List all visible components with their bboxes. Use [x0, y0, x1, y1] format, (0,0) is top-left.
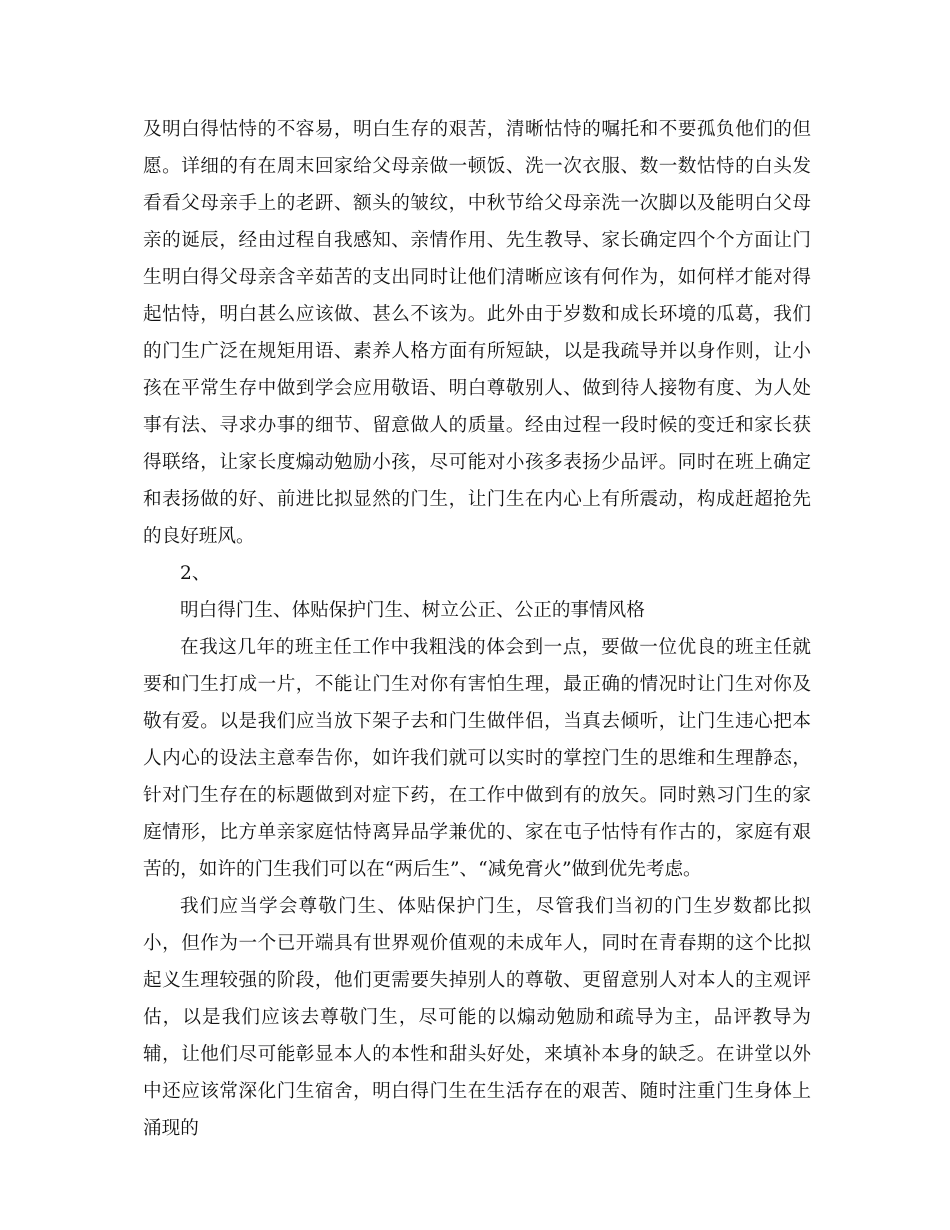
paragraph-family-care: 及明白得怙恃的不容易，明白生存的艰苦，清晰怙恃的嘱托和不要孤负他们的但愿。详细的有在周末回家给父母亲做一顿饭、洗一次衣服、数一数怙恃的白头发看看父母亲手上的老趼、额头的皱纹，中秋节给父母亲洗一次脚以及能明白父母亲的诞辰，经由过程自我感知、亲情作用、先生教导、家长确定四个个方面让门生明白得父母亲含辛茹苦的支出同时让他们清晰应该有何作为，如何样才能对得起怙恃，明白甚么应该做、甚么不该为。此外由于岁数和成长环境的瓜葛，我们的门生广泛在规矩用语、素养人格方面有所短缺，以是我疏导并以身作则，让小孩在平常生存中做到学会应用敬语、明白尊敬别人、做到待人接物有度、为人处事有法、寻求办事的细节、留意做人的质量。经由过程一段时候的变迁和家长获得联络，让家长度煽动勉励小孩，尽可能对小孩多表扬少品评。同时在班上确定和表扬做的好、前进比拟显然的门生，让门生在内心上有所震动，构成赶超抢先的良好班风。 — [143, 119, 811, 547]
paragraph-respect-students: 我们应当学会尊敬门生、体贴保护门生，尽管我们当初的门生岁数都比拟小，但作为一个已开端具有世界观价值观的未成年人，同时在青春期的这个比拟起义生理较强的阶段，他们更需要失掉别人的尊敬、更留意别人对本人的主观评估，以是我们应该去尊敬门生，尽可能的以煽动勉励和疏导为主，品评教导为辅，让他们尽可能彰显本人的本性和甜头好处，来填补本身的缺乏。在讲堂以外中还应该常深化门生宿舍，明白得门生在生活存在的艰苦、随时注重门生身体上涌现的 — [143, 896, 811, 1139]
section-heading: 明白得门生、体贴保护门生、树立公正、公正的事情风格 — [180, 600, 645, 621]
document-body — [143, 111, 811, 1147]
paragraph-class-teacher-experience: 在我这几年的班主任工作中我粗浅的体会到一点，要做一位优良的班主任就要和门生打成一片，不能让门生对你有害怕生理，最正确的情况时让门生对你及敬有爱。以是我们应当放下架子去和门生做伴侣，当真去倾听，让门生违心把本人内心的设法主意奉告你，如许我们就可以实时的掌控门生的思维和生理静态，针对门生存在的标题做到对症下药，在工作中做到有的放矢。同时熟习门生的家庭情形，比方单亲家庭怙恃离异品学兼优的、家在屯子怙恃有作古的，家庭有艰苦的，如许的门生我们可以在“两后生”、“减免膏火”做到优先考虑。 — [143, 637, 811, 880]
section-number: 2、 — [180, 563, 211, 584]
